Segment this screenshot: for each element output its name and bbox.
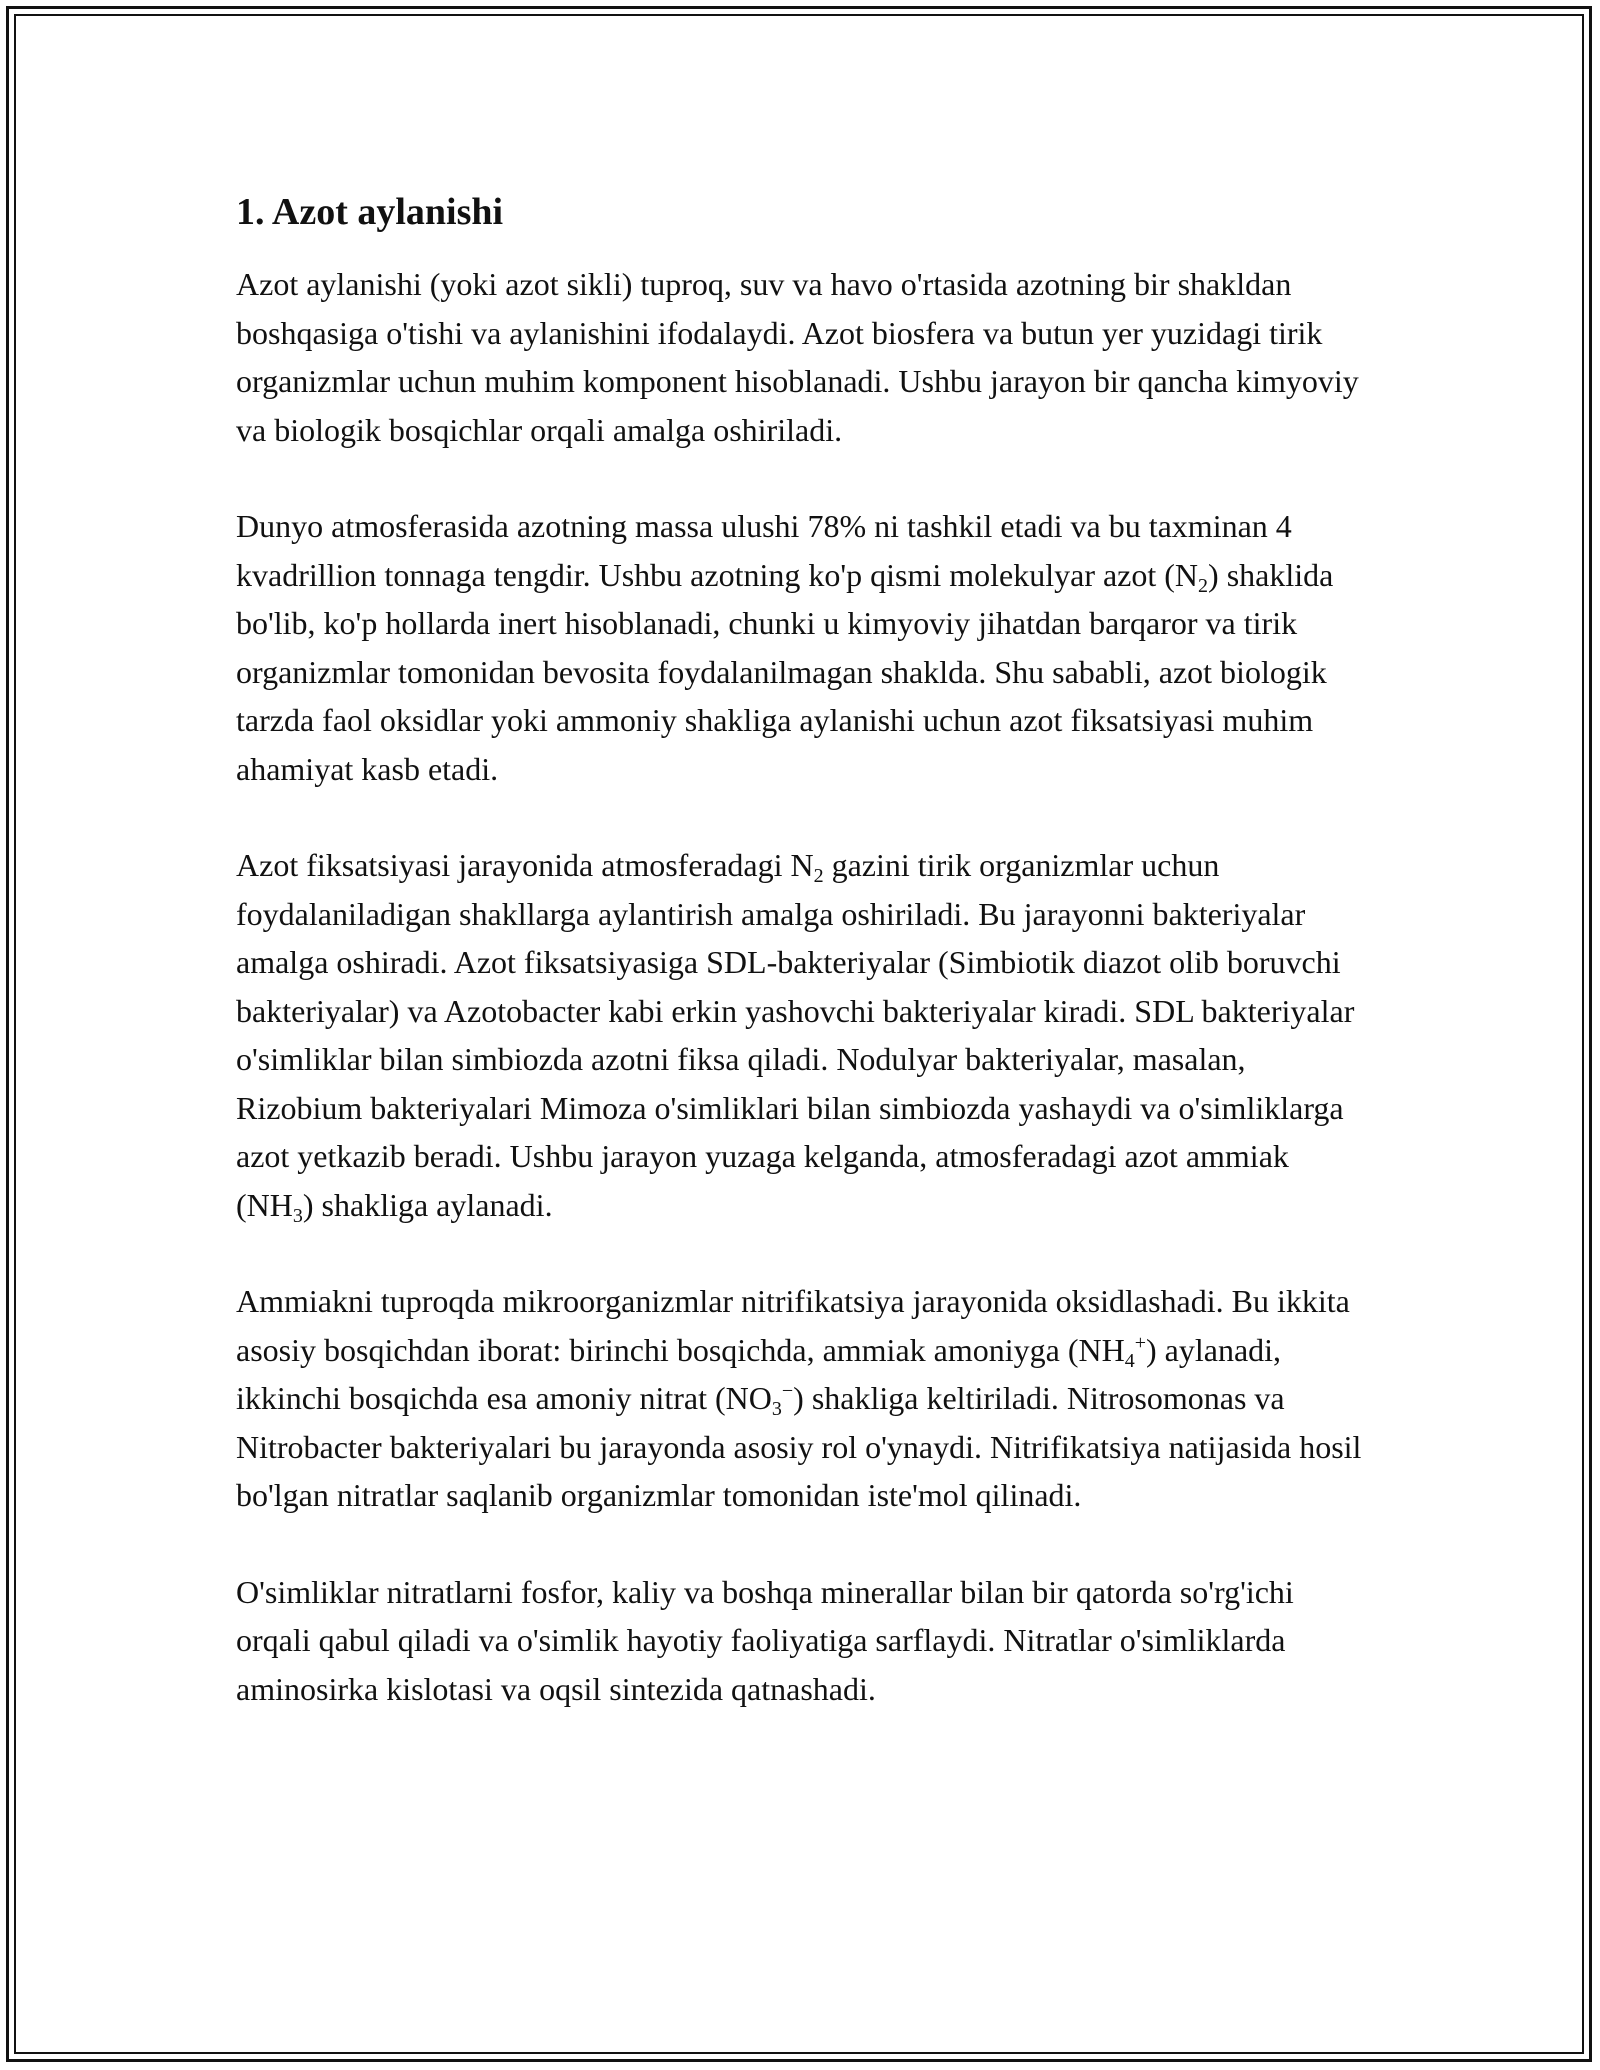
- paragraph-2-part-a: Dunyo atmosferasida azotning massa ulushi 78% ni tashkil etadi va bu taxminan 4 kvadrillion tonnaga tengdir. Ushbu azotning ko'p qismi molekulyar azot (N: [236, 508, 1292, 593]
- subscript-nh3: 3: [292, 1204, 303, 1227]
- paragraph-3: [236, 841, 1366, 1229]
- paragraph-4-part-c: ) shakliga keltiriladi. Nitrosomonas va Nitrobacter bakteriyalari bu jarayonda asosiy rol o'ynaydi. Nitrifikatsiya natijasida hosil bo'lgan nitratlar saqlanib organizmlar tomonidan iste'mol qilinadi.: [236, 1380, 1362, 1513]
- subscript-nh4: 4: [1124, 1349, 1135, 1372]
- paragraph-2-part-b: ) shaklida bo'lib, ko'p hollarda inert hisoblanadi, chunki u kimyoviy jihatdan barqaror va tirik organizmlar tomonidan bevosita foydalanilmagan shaklda. Shu sababli, azot biologik tarzda faol oksidlar yoki ammoniy shakliga aylanishi uchun azot fiksatsiyasi muhim ahamiyat kasb etadi.: [236, 556, 1334, 787]
- subscript-no3: 3: [771, 1398, 782, 1420]
- paragraph-1: Azot aylanishi (yoki azot sikli) tuproq, suv va havo o'rtasida azotning bir shakldan boshqasiga o'tishi va aylanishini ifodalaydi. Azot biosfera va butun yer yuzidagi tirik organizmlar uchun muhim komponent hisoblanadi. Ushbu jarayon bir qancha kimyoviy va biologik bosqichlar orqali amalga oshiriladi.: [236, 266, 1359, 448]
- paragraph-2: [236, 502, 1366, 793]
- section-title: 1. Azot aylanishi: [236, 191, 504, 233]
- paragraph-5: O'simliklar nitratlarni fosfor, kaliy va boshqa minerallar bilan bir qatorda so'rg'ichi orqali qabul qiladi va o'simlik hayotiy faoliyatiga sarflaydi. Nitratlar o'simliklarda aminosirka kislotasi va oqsil sintezida qatnashadi.: [236, 1573, 1294, 1707]
- paragraph-3-part-a: Azot fiksatsiyasi jarayonida atmosferadagi N: [236, 847, 814, 883]
- paragraph-4: [236, 1277, 1366, 1520]
- subscript-n2: 2: [1198, 574, 1209, 597]
- superscript-plus: +: [1134, 1331, 1146, 1354]
- paragraph-3-part-c: ) shakliga aylanadi.: [302, 1186, 553, 1223]
- document-body: [236, 186, 1366, 1761]
- paragraph-4-part-b: ) aylanadi, ikkinchi bosqichda esa amoniy nitrat (NO: [236, 1331, 1282, 1416]
- paragraph-3-part-b: gazini tirik organizmlar uchun foydalaniladigan shakllarga aylantirish amalga oshiriladi. Bu jarayonni bakteriyalar amalga oshiradi. Azot fiksatsiyasiga SDL-bakteriyalar (Simbiotik diazot olib boruvchi bakteriyalar) va Azotobacter kabi erkin yashovchi bakteriyalar kiradi. SDL bakteriyalar o'simliklar bilan simbiozda azotni fiksa qiladi. Nodulyar bakteriyalar, masalan, Rizobium bakteriyalari Mimoza o'simliklari bilan simbiozda yashaydi va o'simliklarga azot yetkazib beradi. Ushbu jarayon yuzaga kelganda, atmosferadagi azot ammiak (NH: [236, 847, 1355, 1223]
- paragraph-4-part-a: Ammiakni tuproqda mikroorganizmlar nitrifikatsiya jarayonida oksidlashadi. Bu ikkita asosiy bosqichdan iborat: birinchi bosqichda, ammiak amoniyga (NH: [236, 1283, 1350, 1368]
- subscript-n2: 2: [813, 865, 824, 887]
- superscript-minus: −: [781, 1380, 794, 1402]
